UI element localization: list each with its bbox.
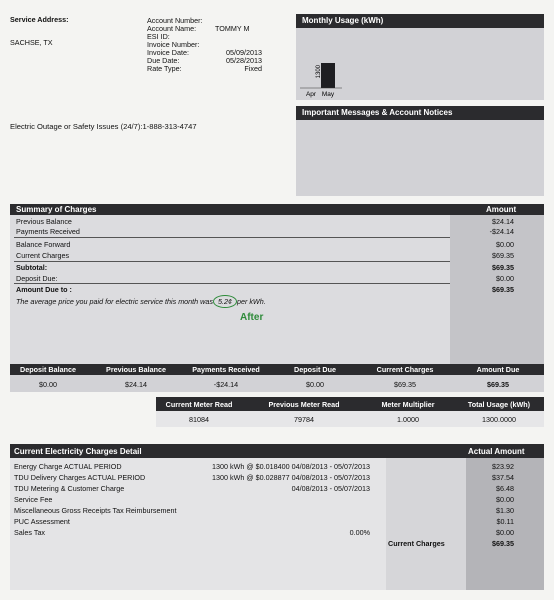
usage-chart [296, 28, 544, 100]
detail-row-calc: 0.00% [349, 528, 370, 537]
balance-header: Previous Balance [106, 365, 166, 374]
summary-row-amount: $69.35 [492, 251, 514, 260]
summary-row [10, 284, 544, 294]
detail-row-amount: $0.11 [496, 517, 514, 526]
detail-row-amount: $37.54 [492, 473, 514, 482]
account-name: TOMMY M [215, 24, 250, 33]
balance-header: Current Charges [376, 365, 434, 374]
average-price-prefix: The average price you paid for electric service this month was [16, 297, 213, 306]
detail-row [10, 516, 544, 526]
detail-row [10, 527, 544, 537]
messages-panel [296, 106, 544, 196]
detail-row-amount: $23.92 [492, 462, 514, 471]
due-date-label: Due Date: [147, 56, 180, 65]
after-annotation: After [240, 312, 264, 323]
detail-total-row [10, 538, 544, 548]
average-price-value: 5.2¢ [213, 295, 237, 308]
average-price-suffix: per kWh. [236, 297, 266, 306]
detail-row [10, 472, 544, 482]
invoice-number-label: Invoice Number: [147, 40, 200, 49]
balance-value-row [10, 375, 544, 392]
meter-header-row [156, 397, 544, 411]
detail-row-label: Service Fee [14, 495, 53, 504]
summary-row [10, 250, 544, 260]
service-address-label: Service Address: [10, 15, 69, 24]
meter-header: Current Meter Read [165, 400, 233, 409]
summary-row-label: Amount Due to : [16, 285, 72, 294]
detail-row-label: TDU Metering & Customer Charge [14, 484, 125, 493]
summary-amount-header: Amount [486, 205, 517, 214]
meter-value: 81084 [189, 415, 209, 424]
detail-title: Current Electricity Charges Detail [14, 447, 142, 456]
esi-id-label: ESI ID: [147, 32, 170, 41]
detail-row [10, 494, 544, 504]
summary-row-label: Balance Forward [16, 240, 71, 249]
detail-row-calc: 04/08/2013 - 05/07/2013 [291, 484, 370, 493]
balance-bar [10, 364, 544, 392]
balance-value: $69.35 [487, 380, 509, 389]
average-price-note [16, 295, 266, 308]
detail-row-calc: 1300 kWh @ $0.018400 04/08/2013 - 05/07/2013 [212, 462, 370, 471]
balance-header: Deposit Balance [20, 365, 76, 374]
meter-value-row [156, 411, 544, 427]
rate-type-label: Rate Type: [147, 64, 182, 73]
balance-value: $0.00 [39, 380, 57, 389]
balance-value: -$24.14 [213, 380, 239, 389]
detail-row [10, 461, 544, 471]
summary-row-amount: -$24.14 [489, 227, 514, 236]
balance-value: $0.00 [306, 380, 324, 389]
detail-section [10, 444, 544, 590]
balance-value: $24.14 [125, 380, 147, 389]
detail-total-label: Current Charges [388, 539, 445, 548]
detail-row-label: Sales Tax [14, 528, 46, 537]
meter-header: Meter Multiplier [381, 400, 435, 409]
meter-value: 1.0000 [397, 415, 419, 424]
summary-row-label: Current Charges [16, 251, 70, 260]
balance-header: Deposit Due [294, 365, 336, 374]
summary-row [10, 262, 544, 272]
divider [14, 237, 450, 238]
meter-value: 79784 [294, 415, 314, 424]
usage-tick-label: May [321, 91, 335, 98]
usage-bar-may [321, 63, 335, 88]
usage-tick-label: Apr [305, 91, 317, 98]
summary-header [10, 204, 544, 215]
detail-amount-header: Actual Amount [468, 447, 525, 456]
meter-value: 1300.0000 [482, 415, 516, 424]
summary-row-amount: $69.35 [492, 263, 514, 272]
summary-row [10, 273, 544, 283]
balance-header-row [10, 364, 544, 375]
detail-row-amount: $1.30 [496, 506, 514, 515]
summary-title: Summary of Charges [16, 205, 97, 214]
detail-row-amount: $0.00 [496, 528, 514, 537]
summary-row-label: Subtotal: [16, 263, 48, 272]
rate-type: Fixed [244, 64, 262, 73]
summary-row-amount: $24.14 [492, 217, 514, 226]
balance-value: $69.35 [394, 380, 416, 389]
summary-row-label: Payments Received [16, 227, 80, 236]
account-name-label: Account Name: [147, 24, 197, 33]
summary-row [10, 239, 544, 249]
balance-header: Payments Received [192, 365, 260, 374]
summary-row [10, 216, 544, 226]
detail-row [10, 483, 544, 493]
outage-notice: Electric Outage or Safety Issues (24/7):1-888-313-4747 [10, 122, 197, 131]
summary-row-amount: $0.00 [496, 274, 514, 283]
detail-total-amount: $69.35 [492, 539, 514, 548]
messages-title: Important Messages & Account Notices [296, 106, 544, 120]
detail-row-label: PUC Assessment [14, 517, 70, 526]
balance-header: Amount Due [476, 365, 520, 374]
detail-row-label: Miscellaneous Gross Receipts Tax Reimbursement [14, 506, 177, 515]
summary-row-amount: $69.35 [492, 285, 514, 294]
city-state: SACHSE, TX [10, 38, 53, 47]
detail-row-label: Energy Charge ACTUAL PERIOD [14, 462, 122, 471]
summary-row [10, 226, 544, 236]
usage-data-label: 1300 [316, 65, 322, 79]
detail-row-amount: $6.48 [496, 484, 514, 493]
summary-section [10, 204, 544, 364]
meter-header: Total Usage (kWh) [467, 400, 531, 409]
summary-row-label: Previous Balance [16, 217, 72, 226]
account-number-label: Account Number: [147, 16, 203, 25]
detail-header [10, 444, 544, 458]
detail-row-amount: $0.00 [496, 495, 514, 504]
invoice-date-label: Invoice Date: [147, 48, 189, 57]
meter-header: Previous Meter Read [268, 400, 340, 409]
meter-table [156, 397, 544, 427]
invoice-date: 05/09/2013 [226, 48, 262, 57]
summary-row-amount: $0.00 [496, 240, 514, 249]
monthly-usage-title: Monthly Usage (kWh) [296, 14, 544, 28]
due-date: 05/28/2013 [226, 56, 262, 65]
detail-row-label: TDU Delivery Charges ACTUAL PERIOD [14, 473, 146, 482]
detail-row [10, 505, 544, 515]
monthly-usage-panel [296, 14, 544, 100]
summary-row-label: Deposit Due: [16, 274, 58, 283]
detail-row-calc: 1300 kWh @ $0.028877 04/08/2013 - 05/07/2013 [212, 473, 370, 482]
